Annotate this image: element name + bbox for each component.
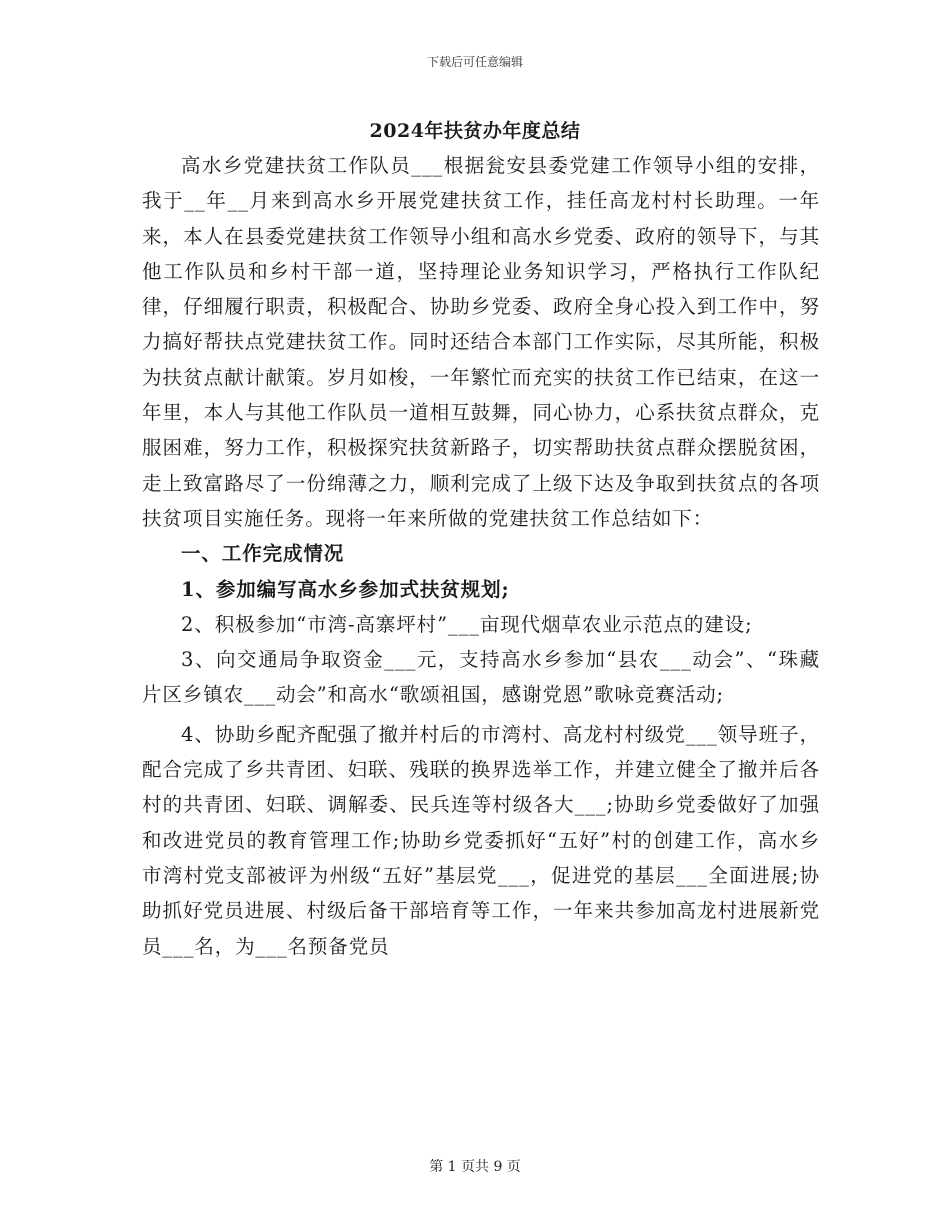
intro-paragraph: 高水乡党建扶贫工作队员___根据瓮安县委党建工作领导小组的安排，我于__年__月来到高水乡开展党建扶贫工作，挂任高龙村村长助理。一年来，本人在县委党建扶贫工作领导小组和高水乡党委、政府的领导下，与其他工作队员和乡村干部一道，坚持理论业务知识学习，严格执行工作队纪律，仔细履行职责，积极配合、协助乡党委、政府全身心投入到工作中，努力搞好帮扶点党建扶贫工作。同时还结合本部门工作实际，尽其所能，积极为扶贫点献计献策。岁月如梭，一年繁忙而充实的扶贫工作已结束，在这一年里，本人与其他工作队员一道相互鼓舞，同心协力，心系扶贫点群众，克服困难，努力工作，积极探究扶贫新路子，切实帮助扶贫点群众摆脱贫困，走上致富路尽了一份绵薄之力，顺利完成了上级下达及争取到扶贫点的各项扶贫项目实施任务。现将一年来所做的党建扶贫工作总结如下： (142, 154, 820, 530)
list-item-2: 2、积极参加“市湾-高寨坪村”___亩现代烟草农业示范点的建设; (181, 612, 753, 636)
section-heading: 一、工作完成情况 (181, 542, 345, 566)
list-item-4: 4、协助乡配齐配强了撤并村后的市湾村、高龙村村级党___领导班子，配合完成了乡共青团、妇联、残联的换界选举工作，并建立健全了撤并后各村的共青团、妇联、调解委、民兵连等村级各大___;协助乡党委做好了加强和改进党员的教育管理工作;协助乡党委抓好“五好”村的创建工作，高水乡市湾村党支部被评为州级“五好”基层党___，促进党的基层___全面进展;协助抓好党员进展、村级后备干部培育等工作，一年来共参加高龙村进展新党员___名，为___名预备党员 (142, 722, 820, 958)
page-header-note: 下载后可任意编辑 (426, 55, 523, 69)
list-item-3: 3、向交通局争取资金___元，支持高水乡参加“县农___动会”、“珠藏片区乡镇农___动会”和高水“歌颂祖国，感谢党恩”歌咏竞赛活动; (142, 648, 820, 707)
page-number: 第 1 页共 9 页 (429, 1159, 521, 1175)
list-item-1: 1、参加编写高水乡参加式扶贫规划; (181, 577, 510, 601)
document-body (142, 148, 820, 964)
document-title: 2024年扶贫办年度总结 (369, 120, 581, 142)
